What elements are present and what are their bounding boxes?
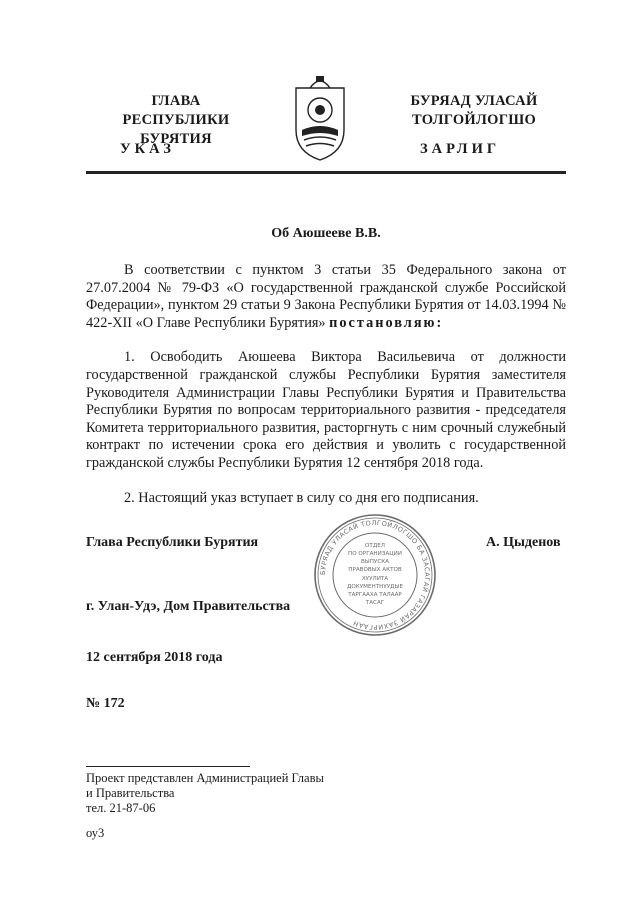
stamp-line6: ДОКУМЕНТНУУДЫЕ: [346, 584, 404, 590]
coat-of-arms-icon: [292, 72, 348, 162]
right-header-line2: ТОЛГОЙЛОГШО: [411, 112, 537, 128]
document-body: [86, 262, 566, 507]
stamp-line8: ТАСАГ: [365, 600, 385, 606]
signing-date: 12 сентября 2018 года: [86, 650, 223, 665]
footer-divider: [86, 766, 250, 767]
document-title: Об Аюшееве В.В.: [271, 226, 381, 241]
footer-line3: тел. 21-87-06: [86, 801, 156, 815]
footer-line2: и Правительства: [86, 786, 175, 800]
item-1: 1. Освободить Аюшеева Виктора Васильевича от должности государственной гражданской службы Республики Бурятия заместителя Руководителя Администрации Главы Республики Бурятия и Правительства Республики Бурятия по вопросам территориального развития - председателя Комитета территориального развития, расторгнуть с ним срочный служебный контракт по истечении срока его действия и уволить с государственной гражданской службы Республики Бурятия 12 сентября 2018 года.: [86, 349, 566, 471]
right-header-line1: БУРЯАД УЛАСАЙ: [410, 93, 538, 109]
left-header-line2: РЕСПУБЛИКИ БУРЯТИЯ: [122, 112, 230, 147]
preamble-text: В соответствии с пунктом 3 статьи 35 Федерального закона от 27.07.2004 № 79-ФЗ «О государственной гражданской службе Российской Федерации», пунктом 29 статьи 9 Закона Республики Бурятия от 14.03.1994 № 422-XII «О Главе Республики Бурятия»: [86, 262, 566, 331]
right-doc-type: ЗАРЛИГ: [420, 141, 501, 157]
stamp-ring-text: БУРЯАД УЛАСАЙ ТОЛГОЙЛОГШО БА ЗАСАГАЙ ГАЗАРАЙ ЗАХИРГААН: [318, 518, 432, 632]
stamp-line5: ХУУЛИТА: [361, 576, 389, 582]
footer-note: [86, 771, 324, 816]
decree-number: № 172: [86, 696, 125, 711]
svg-text:БУРЯАД УЛАСАЙ ТОЛГОЙЛОГШО БА З: [319, 519, 431, 631]
stamp-line4: ПРАВОВЫХ АКТОВ: [348, 567, 402, 573]
left-header-line1: ГЛАВА: [151, 93, 201, 109]
signatory-name: А. Цыденов: [486, 535, 561, 550]
signing-place: г. Улан-Удэ, Дом Правительства: [86, 599, 291, 614]
left-header: [86, 92, 266, 149]
decree-word: постановляю:: [329, 314, 444, 331]
stamp-line1: ОТДЕЛ: [365, 543, 385, 549]
stamp-line7: ТАРГААХА ТАЛААР: [348, 592, 402, 598]
official-stamp: [312, 512, 438, 638]
signatory-position: Глава Республики Бурятия: [86, 535, 259, 550]
right-header: [384, 92, 564, 130]
item-2: 2. Настоящий указ вступает в силу со дня его подписания.: [124, 489, 479, 506]
preamble-paragraph: [86, 262, 566, 332]
executor-initials: оу3: [86, 826, 105, 840]
left-doc-type: УКАЗ: [120, 141, 175, 157]
stamp-line2: ПО ОРГАНИЗАЦИИ: [348, 551, 402, 557]
header-divider: [86, 171, 566, 174]
footer-line1: Проект представлен Администрацией Главы: [86, 771, 324, 785]
stamp-line3: ВЫПУСКА: [360, 559, 390, 565]
